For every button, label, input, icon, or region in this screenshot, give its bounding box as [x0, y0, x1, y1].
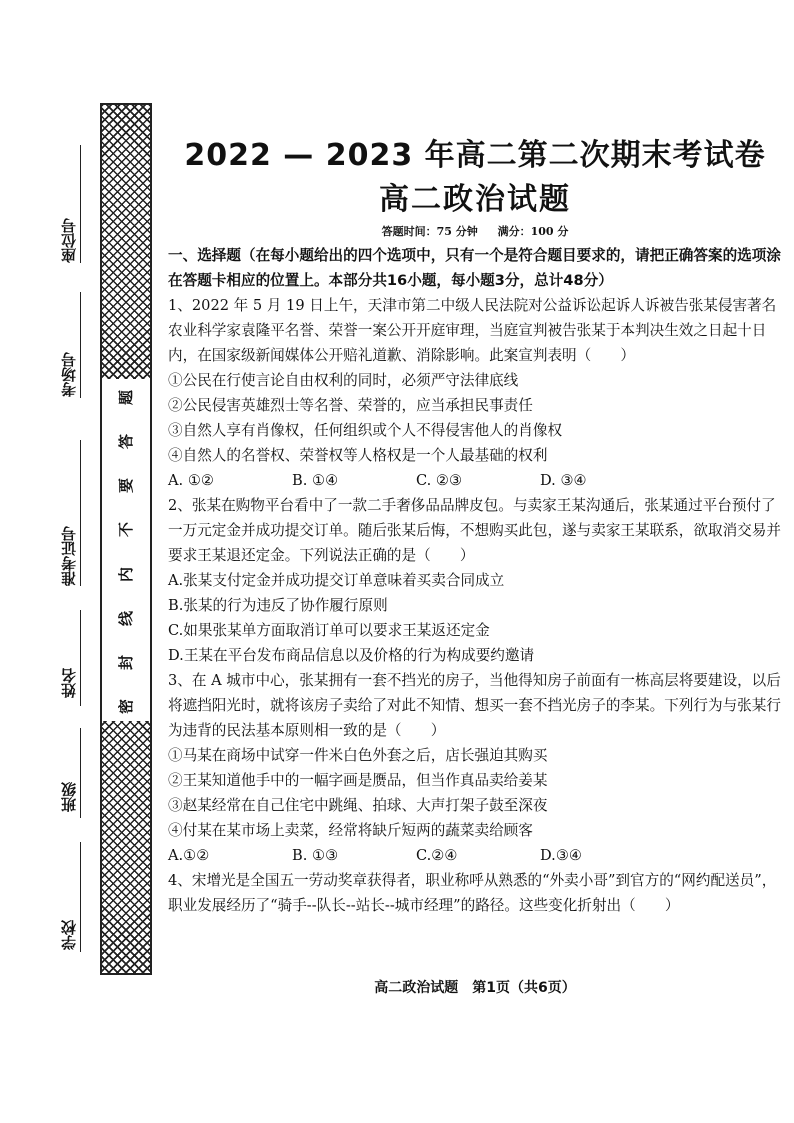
question-item: ④付某在某市场上卖菜，经常将缺斤短两的蔬菜卖给顾客	[168, 822, 533, 839]
seal-char: 密	[117, 698, 136, 714]
question-stem: 4、宋增光是全国五一劳动奖章获得者，职业称呼从熟悉的“外卖小哥”到官方的“网约配送员”，职业发展经历了“骑手--队长--站长--城市经理”的路径。这些变化折射出（ ）	[168, 872, 777, 914]
answer-options	[168, 468, 782, 493]
seal-char: 内	[117, 566, 136, 582]
school-label: 学校	[60, 920, 78, 950]
option-a[interactable]: A. ①②	[168, 472, 214, 489]
admission-number-line[interactable]	[80, 440, 81, 586]
binding-strip	[0, 0, 160, 1123]
seal-char: 线	[117, 610, 136, 626]
question-item: ①马某在商场中试穿一件米白色外套之后，店长强迫其购买	[168, 747, 548, 764]
question-item: ③赵某经常在自己住宅中跳绳、拍球、大声打架子鼓至深夜	[168, 797, 548, 814]
option-a[interactable]: A.①②	[168, 847, 210, 864]
option-c[interactable]: C.如果张某单方面取消订单可以要求王某返还定金	[168, 622, 490, 639]
answer-options	[168, 843, 782, 868]
seal-char: 要	[117, 478, 136, 494]
option-b[interactable]: B. ①④	[292, 472, 339, 489]
option-c[interactable]: C. ②③	[416, 472, 463, 489]
seal-char: 题	[117, 389, 136, 406]
option-b[interactable]: B. ①③	[292, 847, 339, 864]
question-stem: 2、张某在购物平台看中了一款二手奢侈品品牌皮包。与卖家王某沟通后，张某通过平台预付了一万元定金并成功提交订单。随后张某后悔，不想购买此包，遂与卖家王某联系，欲取消交易并要求王某退还定金。下列说法正确的是（ ）	[168, 497, 781, 564]
seat-number-line[interactable]	[80, 145, 81, 263]
class-label: 班级	[60, 782, 78, 812]
admission-number-label: 准考证号	[60, 526, 78, 586]
question-item: ②王某知道他手中的一幅字画是赝品，但当作真品卖给姜某	[168, 772, 548, 789]
page-footer: 高二政治试题 第1页（共6页）	[374, 980, 576, 996]
question-stem: 1、2022 年 5 月 19 日上午，天津市第二中级人民法院对公益诉讼起诉人诉被告张某侵害著名农业科学家袁隆平名誉、荣誉一案公开开庭审理，当庭宣判被告张某于本判决生效之日起十日内，在国家级新闻媒体公开赔礼道歉、消除影响。此案宣判表明（ ）	[168, 297, 777, 364]
seal-char: 封	[117, 654, 136, 670]
option-a[interactable]: A.张某支付定金并成功提交订单意味着买卖合同成立	[168, 572, 505, 589]
option-c[interactable]: C.②④	[416, 847, 458, 864]
name-label: 姓名	[60, 668, 78, 698]
question-item: ③自然人享有肖像权，任何组织或个人不得侵害他人的肖像权	[168, 422, 563, 439]
exam-body	[168, 135, 782, 918]
exam-room-line[interactable]	[80, 292, 81, 398]
exam-meta	[168, 225, 782, 239]
seal-char: 答	[117, 434, 136, 450]
name-line[interactable]	[80, 610, 81, 706]
exam-subtitle: 高二政治试题	[379, 182, 571, 217]
question-stem: 3、在 A 城市中心，张某拥有一套不挡光的房子，当他得知房子前面有一栋高层将要建设，以后将遮挡阳光时，就将该房子卖给了对此不知情、想买一套不挡光房子的李某。下列行为与张某行为违背的民法基本原则相一致的是（ ）	[168, 672, 781, 739]
class-line[interactable]	[80, 728, 81, 818]
option-d[interactable]: D.③④	[540, 847, 582, 864]
question-item: ②公民侵害英雄烈士等名誉、荣誉的，应当承担民事责任	[168, 397, 533, 414]
exam-title: 2022 — 2023 年高二第二次期末考试卷	[184, 138, 766, 173]
exam-room-label: 考场号	[60, 352, 78, 397]
section-heading: 一、选择题（在每小题给出的四个选项中，只有一个是符合题目要求的，请把正确答案的选项涂在答题卡相应的位置上。本部分共16小题，每小题3分，总计48分）	[168, 247, 781, 289]
option-d[interactable]: D.王某在平台发布商品信息以及价格的行为构成要约邀请	[168, 647, 535, 664]
option-d[interactable]: D. ③④	[540, 472, 587, 489]
question-item: ①公民在行使言论自由权利的同时，必须严守法律底线	[168, 372, 519, 389]
exam-time: 答题时间：75 分钟	[381, 225, 478, 238]
seal-notice	[112, 387, 140, 717]
exam-score: 满分：100 分	[497, 225, 569, 238]
question-item: ④自然人的名誉权、荣誉权等人格权是一个人最基础的权利	[168, 447, 548, 464]
question-content	[168, 243, 782, 918]
seal-char: 不	[117, 522, 136, 538]
school-line[interactable]	[80, 842, 81, 952]
option-b[interactable]: B.张某的行为违反了协作履行原则	[168, 597, 388, 614]
seat-number-label: 座位号	[60, 218, 78, 263]
